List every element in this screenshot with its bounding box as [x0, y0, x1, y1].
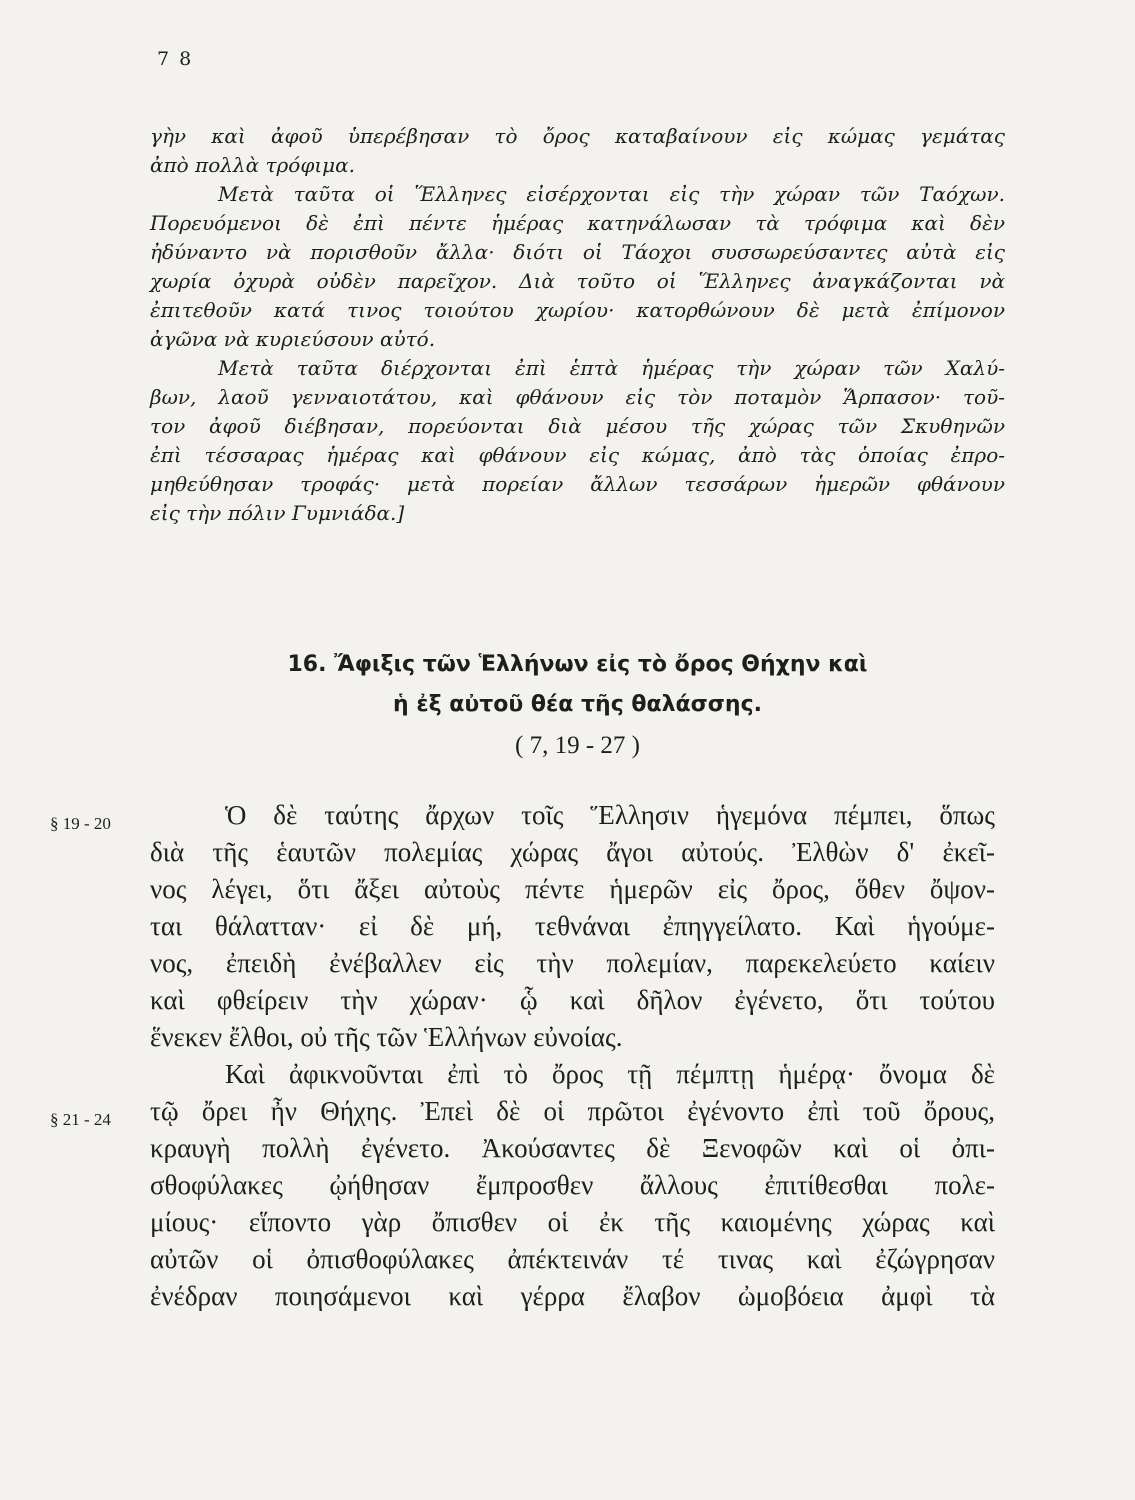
text-line: σθοφύλακες ᾠήθησαν ἔμπροσθεν ἄλλους ἐπιτίθεσθαι πολε- — [150, 1170, 995, 1200]
intro-line: χωρία ὀχυρὰ οὐδὲν παρεῖχον. Διὰ τοῦτο οἱ Ἕλληνες ἀναγκάζονται νὰ — [150, 269, 1005, 293]
text-line: τῷ ὄρει ἦν Θήχης. Ἐπεὶ δὲ οἱ πρῶτοι ἐγένοντο ἐπὶ τοῦ ὄρους, — [150, 1096, 995, 1126]
section-heading: 16. Ἄφιξις τῶν Ἑλλήνων εἰς τὸ ὄρος Θήχην καὶ — [287, 652, 868, 677]
text-line: μίους· εἵποντο γὰρ ὄπισθεν οἱ ἐκ τῆς καιομένης χώρας καὶ — [150, 1207, 995, 1237]
intro-line: ἀπὸ πολλὰ τρόφιμα. — [150, 153, 356, 177]
intro-line: τον ἀφοῦ διέβησαν, πορεύονται διὰ μέσου τῆς χώρας τῶν Σκυθηνῶν — [150, 414, 1005, 438]
text-line: ται θάλατταν· εἰ δὲ μή, τεθνάναι ἐπηγγείλατο. Καὶ ἡγούμε- — [150, 911, 995, 941]
text-line: Καὶ ἀφικνοῦνται ἐπὶ τὸ ὄρος τῇ πέμπτῃ ἡμέρᾳ· ὄνομα δὲ — [225, 1059, 995, 1089]
intro-line: μηθεύθησαν τροφάς· μετὰ πορείαν ἄλλων τεσσάρων ἡμερῶν φθάνουν — [150, 472, 1005, 496]
text-line: κραυγὴ πολλὴ ἐγένετο. Ἀκούσαντες δὲ Ξενοφῶν καὶ οἱ ὀπι- — [150, 1133, 995, 1163]
intro-line: Πορευόμενοι δὲ ἐπὶ πέντε ἡμέρας κατηνάλωσαν τὰ τρόφιμα καὶ δὲν — [150, 211, 1005, 235]
intro-summary — [150, 122, 1005, 528]
page-number: 7 8 — [157, 48, 194, 70]
section-heading-subtitle: ἡ ἐξ αὐτοῦ θέα τῆς θαλάσσης. — [393, 692, 762, 717]
intro-line: Μετὰ ταῦτα διέρχονται ἐπὶ ἑπτὰ ἡμέρας τὴν χώραν τῶν Χαλύ- — [218, 356, 1005, 380]
margin-note: § 19 - 20 — [50, 814, 111, 833]
text-line: καὶ φθείρειν τὴν χώραν· ᾧ καὶ δῆλον ἐγένετο, ὅτι τούτου — [150, 985, 995, 1015]
intro-line: ἐπὶ τέσσαρας ἡμέρας καὶ φθάνουν εἰς κώμας, ἀπὸ τὰς ὁποίας ἐπρο- — [150, 443, 1005, 467]
intro-line: ἠδύναντο νὰ πορισθοῦν ἄλλα· διότι οἱ Τάοχοι συσσωρεύσαντες αὐτὰ εἰς — [150, 240, 1005, 264]
text-line: νος, ἐπειδὴ ἐνέβαλλεν εἰς τὴν πολεμίαν, παρεκελεύετο καίειν — [150, 948, 995, 978]
intro-line: ἀγῶνα νὰ κυριεύσουν αὐτό. — [150, 327, 436, 351]
intro-line: Μετὰ ταῦτα οἱ Ἕλληνες εἰσέρχονται εἰς τὴν χώραν τῶν Ταόχων. — [218, 182, 1005, 206]
text-line: Ὁ δὲ ταύτης ἄρχων τοῖς Ἕλλησιν ἡγεμόνα πέμπει, ὅπως — [225, 800, 995, 830]
text-line: ἕνεκεν ἔλθοι, οὐ τῆς τῶν Ἑλλήνων εὐνοίας. — [150, 1022, 623, 1052]
intro-line: βων, λαοῦ γενναιοτάτου, καὶ φθάνουν εἰς τὸν ποταμὸν Ἅρπασον· τοῦ- — [150, 385, 1005, 409]
greek-text-body — [150, 797, 995, 1315]
intro-line: γὴν καὶ ἀφοῦ ὑπερέβησαν τὸ ὄρος καταβαίνουν εἰς κώμας γεμάτας — [150, 124, 1005, 148]
text-line: ἐνέδραν ποιησάμενοι καὶ γέρρα ἔλαβον ὠμοβόεια ἀμφὶ τὰ — [150, 1281, 995, 1311]
intro-line: ἐπιτεθοῦν κατά τινος τοιούτου χωρίου· κατορθώνουν δὲ μετὰ ἐπίμονον — [150, 298, 1005, 322]
intro-line: εἰς τὴν πόλιν Γυμνιάδα.] — [150, 501, 405, 525]
text-line: νος λέγει, ὅτι ἄξει αὐτοὺς πέντε ἡμερῶν εἰς ὄρος, ὅθεν ὄψον- — [150, 874, 995, 904]
section-reference: ( 7, 19 - 27 ) — [515, 732, 640, 759]
text-line: αὐτῶν οἱ ὀπισθοφύλακες ἀπέκτεινάν τέ τινας καὶ ἐζώγρησαν — [150, 1244, 995, 1274]
margin-note: § 21 - 24 — [50, 1110, 111, 1129]
text-line: διὰ τῆς ἑαυτῶν πολεμίας χώρας ἄγοι αὐτούς. Ἐλθὼν δ' ἐκεῖ- — [150, 837, 995, 867]
